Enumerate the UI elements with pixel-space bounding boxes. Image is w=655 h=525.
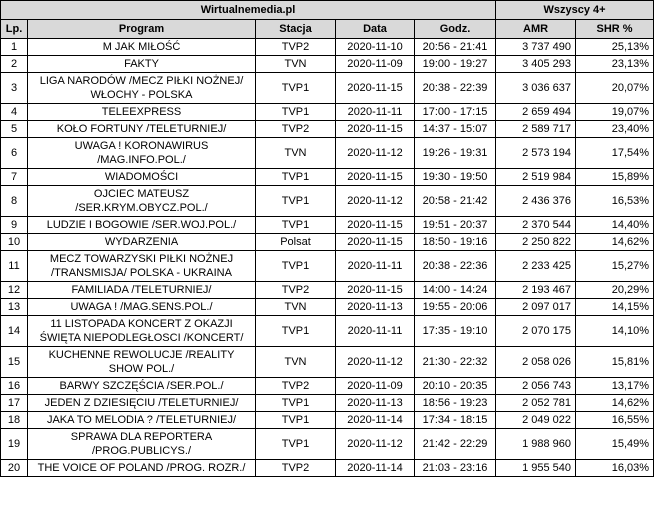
rank-cell: 2 [1, 56, 28, 73]
program-title-line: /MAG.INFO.POL./ [97, 154, 186, 166]
program-cell [28, 186, 256, 217]
shr-cell: 13,17% [576, 378, 654, 395]
shr-cell: 20,29% [576, 282, 654, 299]
amr-cell: 2 250 822 [496, 234, 576, 251]
time-cell: 19:30 - 19:50 [415, 169, 496, 186]
program-title-line: UWAGA ! /MAG.SENS.POL./ [70, 301, 213, 313]
time-cell: 17:00 - 17:15 [415, 104, 496, 121]
rank-cell: 5 [1, 121, 28, 138]
program-cell [28, 121, 256, 138]
shr-cell: 14,15% [576, 299, 654, 316]
station-cell: TVP1 [256, 186, 336, 217]
table-row [1, 217, 654, 234]
station-cell: TVP2 [256, 282, 336, 299]
program-title-line: SPRAWA DLA REPORTERA [70, 431, 213, 443]
table-row [1, 73, 654, 104]
shr-cell: 20,07% [576, 73, 654, 104]
station-cell: Polsat [256, 234, 336, 251]
program-cell [28, 429, 256, 460]
program-title-line: KOŁO FORTUNY /TELETURNIEJ/ [56, 123, 227, 135]
program-title-line: OJCIEC MATEUSZ [93, 188, 190, 200]
date-cell: 2020-11-15 [336, 73, 415, 104]
station-cell: TVN [256, 138, 336, 169]
time-cell: 20:38 - 22:36 [415, 251, 496, 282]
program-title-line: /SER.KRYM.OBYCZ.POL./ [75, 202, 208, 214]
rank-cell: 6 [1, 138, 28, 169]
date-cell: 2020-11-15 [336, 121, 415, 138]
program-cell [28, 138, 256, 169]
date-cell: 2020-11-15 [336, 282, 415, 299]
date-cell: 2020-11-15 [336, 234, 415, 251]
station-cell: TVP2 [256, 121, 336, 138]
program-title-line: /PROG.PUBLICYS./ [91, 445, 192, 457]
table-row [1, 234, 654, 251]
table-row [1, 460, 654, 477]
time-cell: 18:50 - 19:16 [415, 234, 496, 251]
time-cell: 19:55 - 20:06 [415, 299, 496, 316]
station-cell: TVN [256, 56, 336, 73]
rank-cell: 9 [1, 217, 28, 234]
program-title-line: SHOW POL./ [108, 363, 175, 375]
column-header-stacja: Stacja [256, 20, 336, 39]
amr-cell: 2 049 022 [496, 412, 576, 429]
program-title-line: /TRANSMISJA/ POLSKA - UKRAINA [51, 267, 232, 279]
program-title-line: JAKA TO MELODIA ? /TELETURNIEJ/ [46, 414, 237, 426]
program-cell [28, 234, 256, 251]
date-cell: 2020-11-14 [336, 460, 415, 477]
shr-cell: 15,27% [576, 251, 654, 282]
program-title-line: LUDZIE I BOGOWIE /SER.WOJ.POL./ [46, 219, 237, 231]
audience-header: Wszyscy 4+ [496, 1, 654, 20]
program-cell [28, 460, 256, 477]
shr-cell: 17,54% [576, 138, 654, 169]
program-cell [28, 378, 256, 395]
amr-cell: 2 070 175 [496, 316, 576, 347]
station-cell: TVP1 [256, 251, 336, 282]
shr-cell: 19,07% [576, 104, 654, 121]
program-cell [28, 299, 256, 316]
rank-cell: 10 [1, 234, 28, 251]
table-body [1, 39, 654, 477]
station-cell: TVN [256, 347, 336, 378]
station-cell: TVP1 [256, 395, 336, 412]
table-row [1, 186, 654, 217]
source-header: Wirtualnemedia.pl [1, 1, 496, 20]
amr-cell: 2 659 494 [496, 104, 576, 121]
station-cell: TVP1 [256, 316, 336, 347]
table-row [1, 104, 654, 121]
shr-cell: 14,62% [576, 234, 654, 251]
program-title-line: ŚWIĘTA NIEPODLEGŁOSCI /KONCERT/ [39, 332, 244, 344]
date-cell: 2020-11-09 [336, 56, 415, 73]
column-header-godz: Godz. [415, 20, 496, 39]
program-title-line: KUCHENNE REWOLUCJE /REALITY [48, 349, 235, 361]
shr-cell: 15,81% [576, 347, 654, 378]
time-cell: 21:42 - 22:29 [415, 429, 496, 460]
program-title-line: WIADOMOŚCI [104, 171, 179, 183]
time-cell: 21:30 - 22:32 [415, 347, 496, 378]
program-title-line: FAKTY [124, 58, 159, 70]
shr-cell: 16,03% [576, 460, 654, 477]
program-title-line: JEDEN Z DZIESIĘCIU /TELETURNIEJ/ [44, 397, 239, 409]
program-cell [28, 412, 256, 429]
time-cell: 14:37 - 15:07 [415, 121, 496, 138]
program-title-line: UWAGA ! KORONAWIRUS [74, 140, 209, 152]
program-cell [28, 316, 256, 347]
program-title-line: WŁOCHY - POLSKA [90, 89, 193, 101]
time-cell: 18:56 - 19:23 [415, 395, 496, 412]
program-title-line: TELEEXPRESS [101, 106, 182, 118]
date-cell: 2020-11-13 [336, 299, 415, 316]
rank-cell: 11 [1, 251, 28, 282]
program-cell [28, 56, 256, 73]
amr-cell: 3 405 293 [496, 56, 576, 73]
station-cell: TVP1 [256, 73, 336, 104]
table-row [1, 429, 654, 460]
amr-cell: 2 056 743 [496, 378, 576, 395]
amr-cell: 1 988 960 [496, 429, 576, 460]
station-cell: TVP1 [256, 412, 336, 429]
time-cell: 19:51 - 20:37 [415, 217, 496, 234]
station-cell: TVP2 [256, 460, 336, 477]
rank-cell: 18 [1, 412, 28, 429]
program-cell [28, 395, 256, 412]
table-row [1, 412, 654, 429]
amr-cell: 2 589 717 [496, 121, 576, 138]
program-title-line: LIGA NARODÓW /MECZ PIŁKI NOŻNEJ/ [39, 75, 244, 87]
shr-cell: 15,49% [576, 429, 654, 460]
time-cell: 20:58 - 21:42 [415, 186, 496, 217]
amr-cell: 2 370 544 [496, 217, 576, 234]
rank-cell: 3 [1, 73, 28, 104]
date-cell: 2020-11-12 [336, 429, 415, 460]
date-cell: 2020-11-09 [336, 378, 415, 395]
date-cell: 2020-11-13 [336, 395, 415, 412]
shr-cell: 15,89% [576, 169, 654, 186]
rank-cell: 15 [1, 347, 28, 378]
program-title-line: WYDARZENIA [104, 236, 179, 248]
table-row [1, 169, 654, 186]
date-cell: 2020-11-12 [336, 347, 415, 378]
rank-cell: 20 [1, 460, 28, 477]
column-header-program: Program [28, 20, 256, 39]
rank-cell: 17 [1, 395, 28, 412]
date-cell: 2020-11-12 [336, 138, 415, 169]
date-cell: 2020-11-15 [336, 169, 415, 186]
program-title-line: MECZ TOWARZYSKI PIŁKI NOŻNEJ [49, 253, 234, 265]
column-header-amr: AMR [496, 20, 576, 39]
time-cell: 14:00 - 14:24 [415, 282, 496, 299]
time-cell: 17:35 - 19:10 [415, 316, 496, 347]
time-cell: 21:03 - 23:16 [415, 460, 496, 477]
shr-cell: 25,13% [576, 39, 654, 56]
column-header-lp: Lp. [1, 20, 28, 39]
shr-cell: 23,40% [576, 121, 654, 138]
table-row [1, 299, 654, 316]
program-cell [28, 104, 256, 121]
shr-cell: 14,10% [576, 316, 654, 347]
date-cell: 2020-11-15 [336, 217, 415, 234]
time-cell: 20:56 - 21:41 [415, 39, 496, 56]
date-cell: 2020-11-11 [336, 316, 415, 347]
program-cell [28, 251, 256, 282]
program-title-line: 11 LISTOPADA KONCERT Z OKAZJI [50, 318, 233, 330]
column-header-data: Data [336, 20, 415, 39]
table-row [1, 378, 654, 395]
amr-cell: 2 573 194 [496, 138, 576, 169]
shr-cell: 14,62% [576, 395, 654, 412]
amr-cell: 1 955 540 [496, 460, 576, 477]
date-cell: 2020-11-11 [336, 251, 415, 282]
table-row [1, 347, 654, 378]
station-cell: TVP1 [256, 169, 336, 186]
date-cell: 2020-11-14 [336, 412, 415, 429]
program-cell [28, 282, 256, 299]
amr-cell: 3 036 637 [496, 73, 576, 104]
amr-cell: 3 737 490 [496, 39, 576, 56]
table-row [1, 39, 654, 56]
program-title-line: BARWY SZCZĘŚCIA /SER.POL./ [59, 380, 224, 392]
table-row [1, 138, 654, 169]
shr-cell: 16,55% [576, 412, 654, 429]
program-title-line: FAMILIADA /TELETURNIEJ/ [71, 284, 212, 296]
shr-cell: 16,53% [576, 186, 654, 217]
table-row [1, 56, 654, 73]
program-cell [28, 347, 256, 378]
amr-cell: 2 519 984 [496, 169, 576, 186]
time-cell: 19:00 - 19:27 [415, 56, 496, 73]
rank-cell: 4 [1, 104, 28, 121]
rank-cell: 1 [1, 39, 28, 56]
station-cell: TVP1 [256, 217, 336, 234]
rank-cell: 14 [1, 316, 28, 347]
table-row [1, 282, 654, 299]
program-cell [28, 217, 256, 234]
table-row [1, 251, 654, 282]
shr-cell: 23,13% [576, 56, 654, 73]
amr-cell: 2 436 376 [496, 186, 576, 217]
station-cell: TVP1 [256, 429, 336, 460]
time-cell: 20:38 - 22:39 [415, 73, 496, 104]
amr-cell: 2 233 425 [496, 251, 576, 282]
rank-cell: 12 [1, 282, 28, 299]
program-title-line: M JAK MIŁOŚĆ [102, 41, 181, 53]
date-cell: 2020-11-10 [336, 39, 415, 56]
shr-cell: 14,40% [576, 217, 654, 234]
program-title-line: THE VOICE OF POLAND /PROG. ROZR./ [37, 462, 246, 474]
amr-cell: 2 193 467 [496, 282, 576, 299]
station-cell: TVP1 [256, 104, 336, 121]
rank-cell: 8 [1, 186, 28, 217]
rank-cell: 19 [1, 429, 28, 460]
program-cell [28, 169, 256, 186]
station-cell: TVP2 [256, 378, 336, 395]
table-row [1, 395, 654, 412]
rank-cell: 13 [1, 299, 28, 316]
amr-cell: 2 052 781 [496, 395, 576, 412]
amr-cell: 2 058 026 [496, 347, 576, 378]
time-cell: 17:34 - 18:15 [415, 412, 496, 429]
date-cell: 2020-11-12 [336, 186, 415, 217]
rank-cell: 7 [1, 169, 28, 186]
time-cell: 19:26 - 19:31 [415, 138, 496, 169]
station-cell: TVP2 [256, 39, 336, 56]
time-cell: 20:10 - 20:35 [415, 378, 496, 395]
program-cell [28, 39, 256, 56]
column-header-shr: SHR % [576, 20, 654, 39]
amr-cell: 2 097 017 [496, 299, 576, 316]
date-cell: 2020-11-11 [336, 104, 415, 121]
table-row [1, 121, 654, 138]
table-row [1, 316, 654, 347]
rank-cell: 16 [1, 378, 28, 395]
program-cell [28, 73, 256, 104]
station-cell: TVN [256, 299, 336, 316]
